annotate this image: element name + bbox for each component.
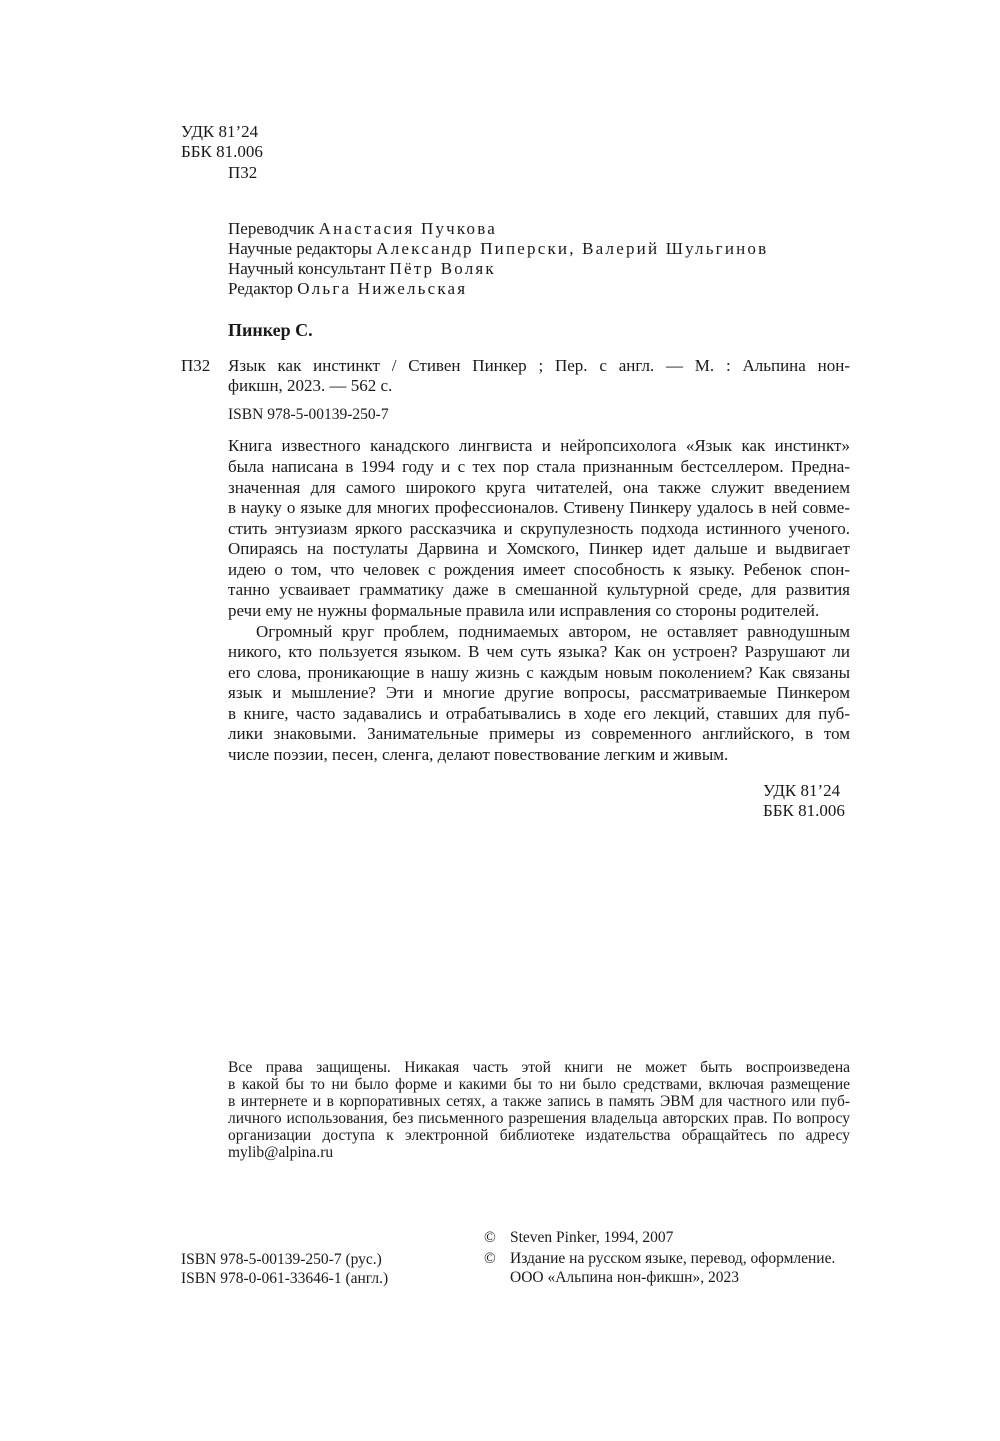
isbn-english: ISBN 978-0-061-33646-1 (англ.): [181, 1270, 389, 1287]
abstract-line: Опираясь на постулаты Дарвина и Хомского, Пинкер идет дальше и выдвигает: [228, 539, 850, 558]
abstract-line: его слова, проникающие в нашу жизнь с каждым новым поколением? Как связаны: [228, 663, 850, 682]
rights-line: личного использования, без письменного разрешения владельца авторских прав. По вопросу: [228, 1110, 850, 1127]
author-mark: П32: [228, 163, 258, 182]
credit-scientific-editors: [228, 239, 768, 259]
credit-name: Анастасия Пучкова: [318, 219, 497, 238]
copyright-russian-edition: Издание на русском языке, перевод, оформление.: [510, 1250, 836, 1267]
isbn-russian: ISBN 978-5-00139-250-7 (рус.): [181, 1251, 382, 1268]
bbk-code: ББК 81.006: [181, 142, 263, 161]
credit-consultant: [228, 259, 496, 279]
abstract-line: никого, кто пользуется языком. В чем суть языка? Как он устроен? Разрушают ли: [228, 642, 850, 661]
credit-editor: [228, 279, 467, 299]
rights-line: Все права защищены. Никакая часть этой книги не может быть воспроизведена: [228, 1059, 850, 1076]
catalog-isbn: ISBN 978-5-00139-250-7: [228, 406, 389, 423]
rights-email: mylib@alpina.ru: [228, 1144, 334, 1161]
rights-line: в интернете и в корпоративных сетях, а также запись в память ЭВМ для частного или пуб-: [228, 1093, 850, 1110]
catalog-entry-line: фикшн, 2023. — 562 с.: [228, 376, 393, 395]
credit-translator: [228, 219, 497, 239]
abstract-line: в книге, часто задавались и отрабатывались в ходе его лекций, ставших для пуб-: [228, 704, 850, 723]
credit-role: Научный консультант: [228, 259, 386, 278]
copyright-symbol: ©: [484, 1250, 496, 1267]
abstract-line: язык и мышление? Эти и многие другие вопросы, рассматриваемые Пинкером: [228, 683, 850, 702]
credit-role: Переводчик: [228, 219, 315, 238]
abstract-line: идею о том, что человек с рождения имеет способность к языку. Ребенок спон-: [228, 560, 850, 579]
abstract-line: Книга известного канадского лингвиста и нейропсихолога «Язык как инстинкт»: [228, 436, 850, 455]
catalog-mark: П32: [181, 356, 211, 375]
catalog-author: Пинкер С.: [228, 320, 313, 340]
abstract-line: стить энтузиазм яркого рассказчика и скрупулезность подхода истинного ученого.: [228, 519, 850, 538]
udk-code: УДК 81’24: [181, 122, 259, 141]
footer-bbk-code: ББК 81.006: [763, 801, 845, 820]
rights-line: организации доступа к электронной библиотеке издательства обращайтесь по адресу: [228, 1127, 850, 1144]
credit-name: Александр Пиперски, Валерий Шульгинов: [376, 239, 769, 258]
catalog-entry-line: Язык как инстинкт / Стивен Пинкер ; Пер. с англ. — М. : Альпина нон-: [228, 356, 850, 375]
credit-name: Пётр Воляк: [389, 259, 496, 278]
copyright-original: Steven Pinker, 1994, 2007: [510, 1229, 674, 1246]
credit-role: Редактор: [228, 279, 293, 298]
abstract-line: Огромный круг проблем, поднимаемых автором, не оставляет равнодушным: [256, 622, 850, 641]
copyright-publisher: ООО «Альпина нон-фикшн», 2023: [510, 1269, 739, 1286]
abstract-line: значенная для самого широкого круга читателей, она также служит введением: [228, 478, 850, 497]
abstract-line: лики знаковыми. Занимательные примеры из современного английского, в том: [228, 724, 850, 743]
rights-line: в какой бы то ни было форме и какими бы то ни было средствами, включая размещение: [228, 1076, 850, 1093]
abstract-line: речи ему не нужны формальные правила или исправления со стороны родителей.: [228, 601, 820, 620]
credit-role: Научные редакторы: [228, 239, 373, 258]
credit-name: Ольга Нижельская: [297, 279, 468, 298]
footer-udk-code: УДК 81’24: [763, 781, 841, 800]
abstract-line: в науку о языке для многих профессионалов. Стивену Пинкеру удалось в ней совме-: [228, 498, 850, 517]
copyright-symbol: ©: [484, 1229, 496, 1246]
abstract-line: танно усваивает грамматику даже в смешанной культурной среде, для развития: [228, 580, 850, 599]
abstract-line: числе поэзии, песен, сленга, делают повествование легким и живым.: [228, 745, 729, 764]
abstract-line: была написана в 1994 году и с тех пор стала признанным бестселлером. Предна-: [228, 457, 850, 476]
